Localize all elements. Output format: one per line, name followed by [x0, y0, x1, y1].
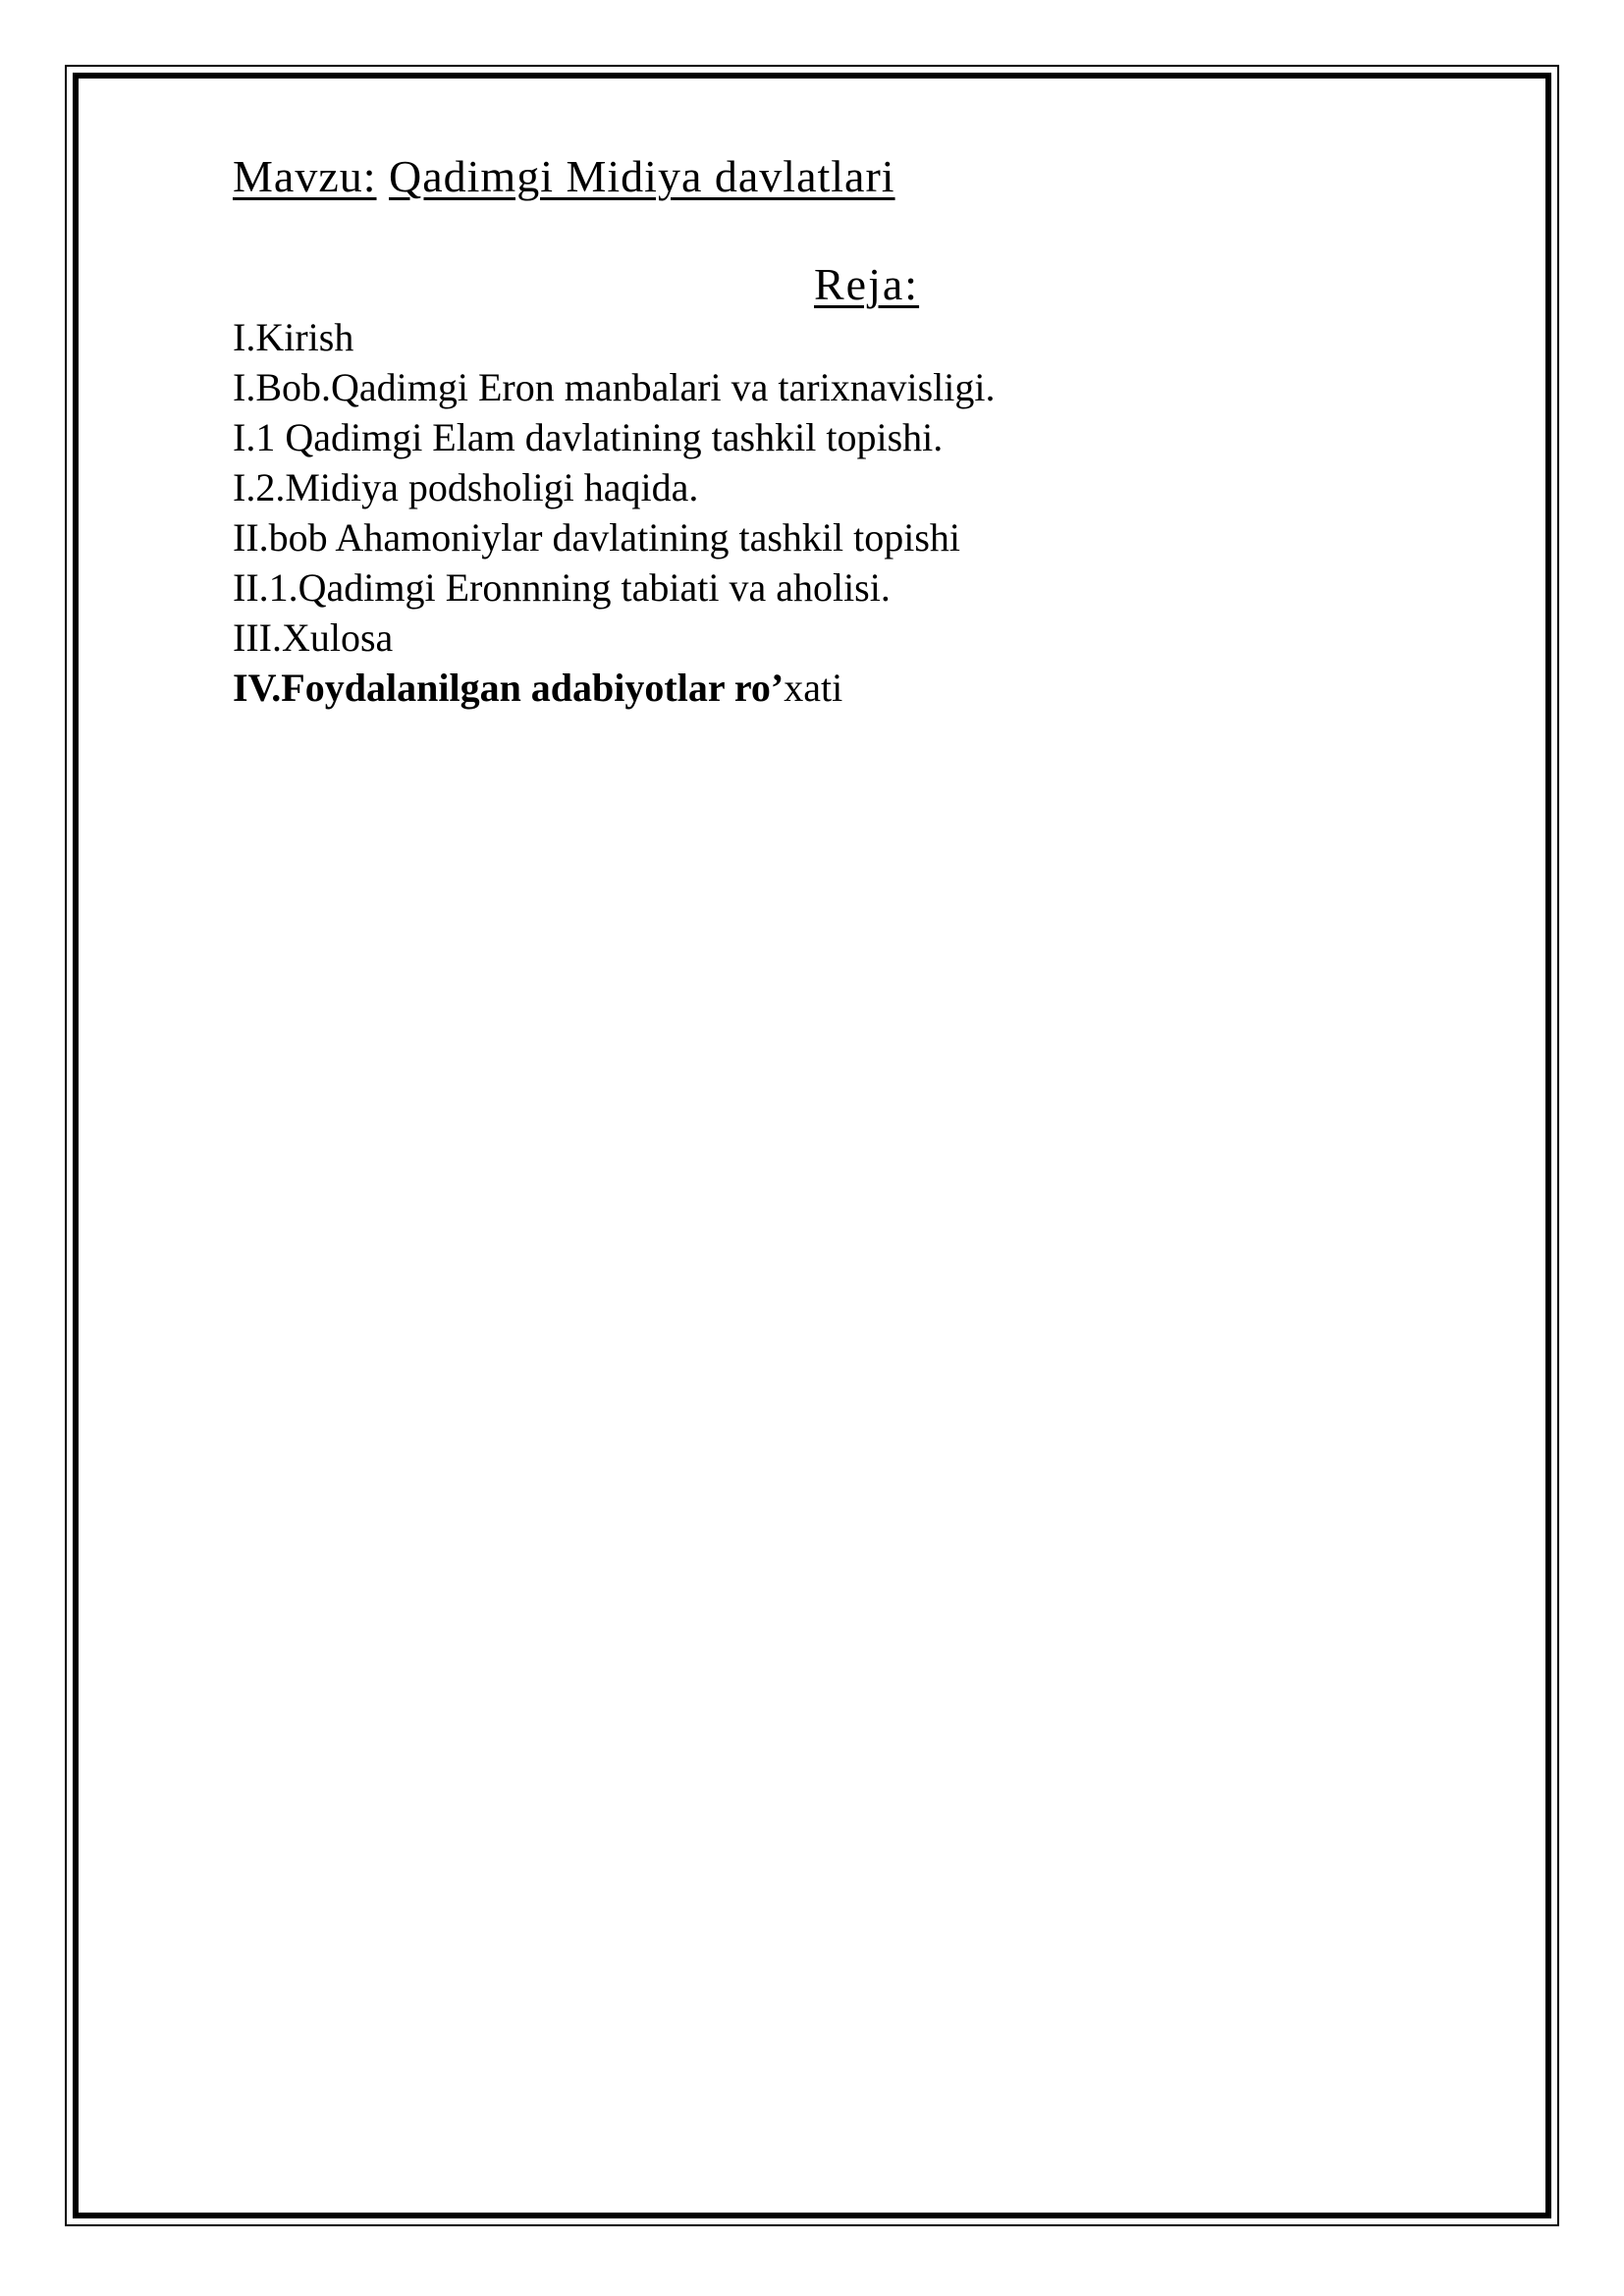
topic-title: Qadimgi Midiya davlatlari [389, 151, 895, 201]
plan-heading: Reja: [814, 259, 920, 309]
plan-item: I.Bob.Qadimgi Eron manbalari va tarixnavisligi. [233, 365, 996, 409]
plan-item-last [233, 663, 1460, 713]
topic-heading [233, 147, 1460, 206]
plan-item: I.1 Qadimgi Elam davlatining tashkil topishi. [233, 415, 944, 459]
plan-item: I.Kirish [233, 315, 354, 359]
plan-list [233, 312, 1460, 713]
topic-label: Mavzu: [233, 151, 377, 201]
plan-item-last-rest: xati [784, 666, 843, 710]
page-content [233, 147, 1460, 713]
plan-item: II.bob Ahamoniylar davlatining tashkil topishi [233, 515, 961, 560]
plan-item: II.1.Qadimgi Eronnning tabiati va aholisi. [233, 565, 891, 610]
plan-item-last-bold: IV.Foydalanilgan adabiyotlar ro’ [233, 666, 785, 710]
plan-item: III.Xulosa [233, 615, 394, 660]
plan-item: I.2.Midiya podsholigi haqida. [233, 465, 699, 509]
